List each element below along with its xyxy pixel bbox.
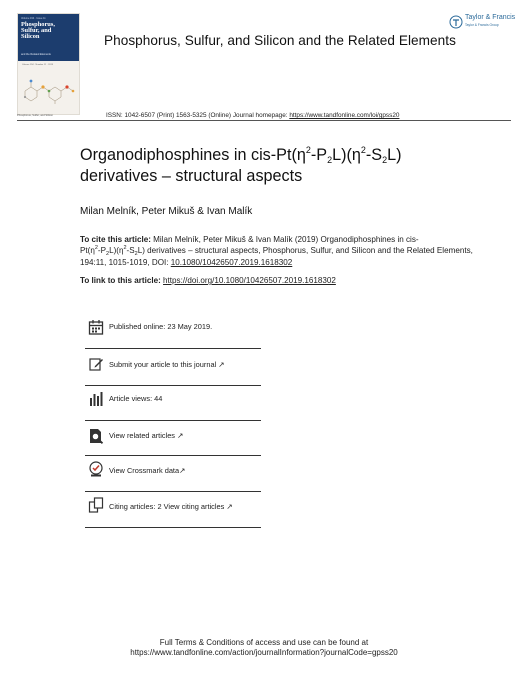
related-articles-link[interactable] (109, 431, 183, 440)
publisher-name: Taylor & Francis (465, 14, 516, 21)
cover-title-line: Sulfur, and (21, 27, 52, 35)
publisher-logo[interactable] (449, 13, 519, 33)
submit-article-link[interactable] (109, 360, 224, 369)
footer-terms: Full Terms & Conditions of access and use can be found at (159, 638, 369, 647)
info-row-citing[interactable] (85, 492, 261, 529)
citation-text: -S (126, 246, 135, 256)
citation-text: Pt(η (80, 246, 95, 256)
header-divider (17, 120, 511, 121)
citing-articles-label: Citing articles: 2 View citing articles (109, 502, 225, 511)
info-row-crossmark[interactable] (85, 456, 261, 493)
external-link-icon: ↗ (226, 502, 233, 511)
info-row-related[interactable] (85, 421, 261, 458)
info-row-submit[interactable] (85, 349, 261, 386)
citation-text: L) derivatives – structural aspects, Phosphorus, Sulfur, and Silicon and the Related Elements, 194:11, 1015-1019, DOI: (80, 246, 473, 267)
crossmark-icon (88, 461, 104, 477)
title-subscript: 2 (327, 155, 333, 165)
footer-terms-url[interactable]: https://www.tandfonline.com/action/journalInformation?journalCode=gpss20 (130, 648, 398, 657)
citation-text: -P (97, 246, 107, 256)
publisher-tagline: Taylor & Francis Group (465, 22, 499, 27)
citation-text: Milan Melník, Peter Mikuš & Ivan Malík (2019) Organodiphosphines in cis- (153, 235, 419, 244)
title-text: derivatives – structural aspects (80, 167, 303, 185)
journal-title: Phosphorus, Sulfur, and Silicon and the Related Elements (104, 33, 456, 48)
title-text: -P (310, 146, 328, 164)
title-subscript: 2 (382, 155, 388, 165)
cover-title-line: Phosphorus, (21, 21, 55, 28)
title-text: Organodiphosphines in cis-Pt(η (80, 146, 306, 164)
title-superscript: 2 (360, 145, 366, 155)
cover-foot-text: Volume 194 · Number 11 · 2019 (22, 64, 53, 66)
external-link-icon: ↗ (218, 360, 225, 369)
external-link-icon: ↗ (179, 466, 186, 475)
link-label: To link to this article: (80, 276, 164, 285)
article-views: Article views: 44 (109, 394, 163, 403)
info-divider (85, 527, 261, 528)
cover-title-line: Silicon (21, 33, 40, 41)
calendar-icon (88, 319, 104, 335)
citation-subscript: 2 (106, 251, 110, 258)
search-doc-icon (88, 428, 104, 444)
citing-icon (88, 497, 104, 513)
edit-icon (88, 356, 104, 372)
article-link-line (80, 276, 336, 285)
cover-caption: Phosphorus, Sulfur, and Silicon (17, 114, 54, 117)
article-doi-url[interactable]: https://doi.org/10.1080/10426507.2019.1618302 (163, 276, 336, 285)
bar-chart-icon (88, 391, 104, 407)
issn-line (106, 112, 399, 119)
molecule-illustration (21, 77, 76, 105)
related-articles-label: View related articles (109, 431, 175, 440)
title-text: L) (387, 146, 402, 164)
citing-articles-link[interactable] (109, 502, 233, 511)
publisher-logo-icon (449, 15, 463, 29)
issn-text: ISSN: 1042-6507 (Print) 1563-5325 (Online) Journal homepage: (106, 112, 290, 119)
doi-link[interactable]: 10.1080/10426507.2019.1618302 (170, 257, 293, 267)
citation-superscript: 2 (123, 245, 127, 252)
author-list: Milan Melník, Peter Mikuš & Ivan Malík (80, 206, 253, 217)
cover-subtitle: and the Related Elements (21, 53, 51, 56)
title-superscript: 2 (305, 145, 311, 155)
crossmark-label: View Crossmark data (109, 466, 180, 475)
info-row-published (85, 312, 261, 349)
citation-subscript: 2 (134, 251, 138, 258)
info-row-views (85, 386, 261, 423)
title-text: L)(η (332, 146, 361, 164)
citation-superscript: 2 (94, 245, 98, 252)
crossmark-link[interactable] (109, 466, 185, 475)
cover-title (21, 22, 77, 41)
citation-text: L)(η (109, 246, 124, 256)
published-date: Published online: 23 May 2019. (109, 322, 213, 331)
cover-band-top: Volume 194 · Issue 11 (21, 17, 46, 20)
external-link-icon: ↗ (177, 431, 184, 440)
citation-block (80, 234, 500, 268)
journal-homepage-link[interactable]: https://www.tandfonline.com/loi/gpss20 (289, 112, 400, 119)
citation-label: To cite this article: (80, 235, 154, 244)
submit-article-label: Submit your article to this journal (109, 360, 217, 369)
journal-cover-thumbnail (17, 13, 80, 115)
cover-band (18, 14, 79, 61)
title-text: -S (365, 146, 383, 164)
article-title (80, 145, 500, 187)
